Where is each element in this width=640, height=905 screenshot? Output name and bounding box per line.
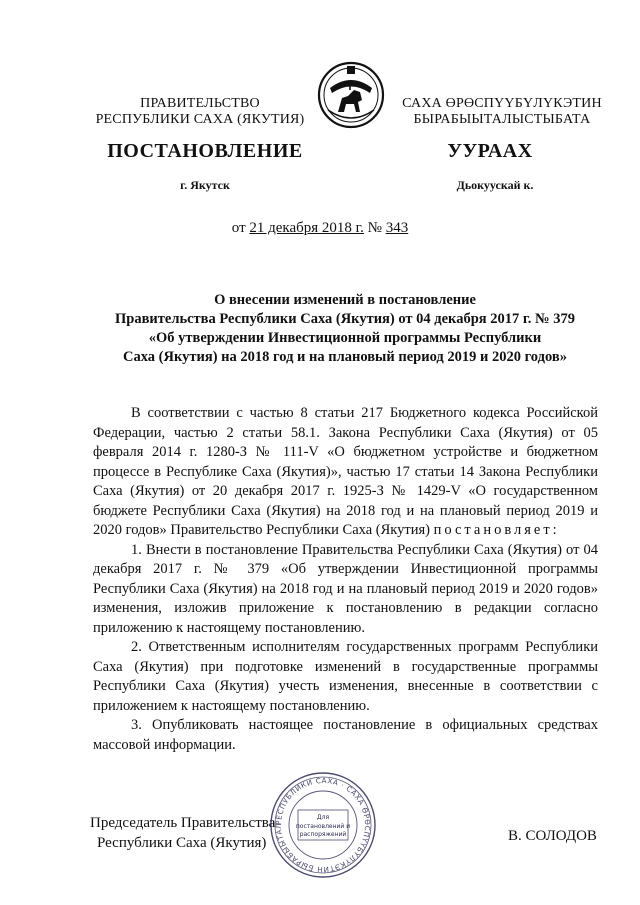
item-1-paragraph: 1. Внести в постановление Правительства Республики Саха (Якутия) от 04 декабря 2017 г. № 379 «Об утверждении Инвестиционной программы Республики Саха (Якутия) на 2018 год и на плановый период 2019 и 2020 годов» изменения, изложив приложение к постановлению в редакции согласно приложению к настоящему постановлению.	[93, 541, 598, 636]
stamp-center-line3: распоряжений	[299, 831, 347, 838]
document-body	[93, 404, 598, 755]
header-left-block	[95, 96, 305, 128]
preamble-text: В соответствии с частью 8 статьи 217 Бюджетного кодекса Российской Федерации, частью 2 статьи 58.1. Закона Республики Саха (Якутия) от 05 февраля 2014 г. 1280-З № 111-V «О бюджетном устройстве и бюджетном процессе в Республике Саха (Якутия)», частью 17 статьи 14 Закона Республики Саха (Якутия) от 20 декабря 2017 г. 1925-З № 1429-V «О государственном бюджете Республики Саха (Якутия) на 2018 год и на плановый период 2019 и 2020 годов» Правительство Республики Саха (Якутия)	[93, 405, 598, 538]
signatory-name: В. СОЛОДОВ	[508, 828, 597, 844]
signatory-line1: Председатель Правительства	[90, 815, 276, 831]
header-right-block	[392, 96, 612, 128]
decree-date: 21 декабря 2018 г.	[249, 220, 364, 236]
header-right-line2: БЫРАБЫЫТАЛЫСТЫБАТА	[413, 112, 591, 127]
header-left-line1: ПРАВИТЕЛЬСТВО	[140, 96, 260, 111]
stamp-center-line1: Для	[316, 814, 330, 821]
date-number-line	[0, 220, 640, 237]
decree-word: постановляет:	[433, 522, 560, 538]
date-prefix: от	[231, 220, 250, 236]
preamble-paragraph	[93, 404, 598, 541]
coat-of-arms-emblem-icon	[316, 60, 386, 130]
doc-type-title-ru: ПОСТАНОВЛЕНИЕ	[107, 140, 303, 162]
official-seal-stamp-icon	[268, 770, 378, 880]
doc-type-title-sah: УУРААХ	[447, 140, 533, 162]
city-ru: г. Якутск	[180, 178, 230, 192]
subject-line3: «Об утверждении Инвестиционной программы Республики	[148, 330, 542, 346]
item-3-paragraph: 3. Опубликовать настоящее постановление в официальных средствах массовой информации.	[93, 717, 598, 753]
city-sah: Дьокуускай к.	[456, 178, 534, 192]
signatory-line2: Республики Саха (Якутия)	[97, 835, 267, 851]
decree-number: 343	[385, 220, 409, 236]
item-2-paragraph: 2. Ответственным исполнителям государственных программ Республики Саха (Якутия) при подготовке изменений в государственные программы Республики Саха (Якутия) учесть изменения, внесенные в соответствии с приложением к настоящему постановлению.	[93, 639, 598, 714]
header-right-line1: САХА ӨРӨСПҮҮБҮЛҮКЭТИН	[402, 96, 602, 111]
stamp-ring-text: РЕСПУБЛИКИ САХА · САХА ӨРӨСПҮҮБҮЛҮКЭТИН БЫРАБЫЫТАЛ	[273, 775, 373, 875]
stamp-center-line2: постановлений и	[295, 823, 351, 830]
subject-line1: О внесении изменений в постановление	[214, 292, 476, 308]
signatory-title	[90, 813, 275, 853]
subject-line2: Правительства Республики Саха (Якутия) от 04 декабря 2017 г. № 379	[114, 311, 575, 327]
subject-line4: Саха (Якутия) на 2018 год и на плановый период 2019 и 2020 годов»	[123, 349, 567, 365]
header-left-line2: РЕСПУБЛИКИ САХА (ЯКУТИЯ)	[95, 112, 305, 127]
number-sign: №	[363, 220, 386, 236]
subject-title	[90, 291, 600, 367]
